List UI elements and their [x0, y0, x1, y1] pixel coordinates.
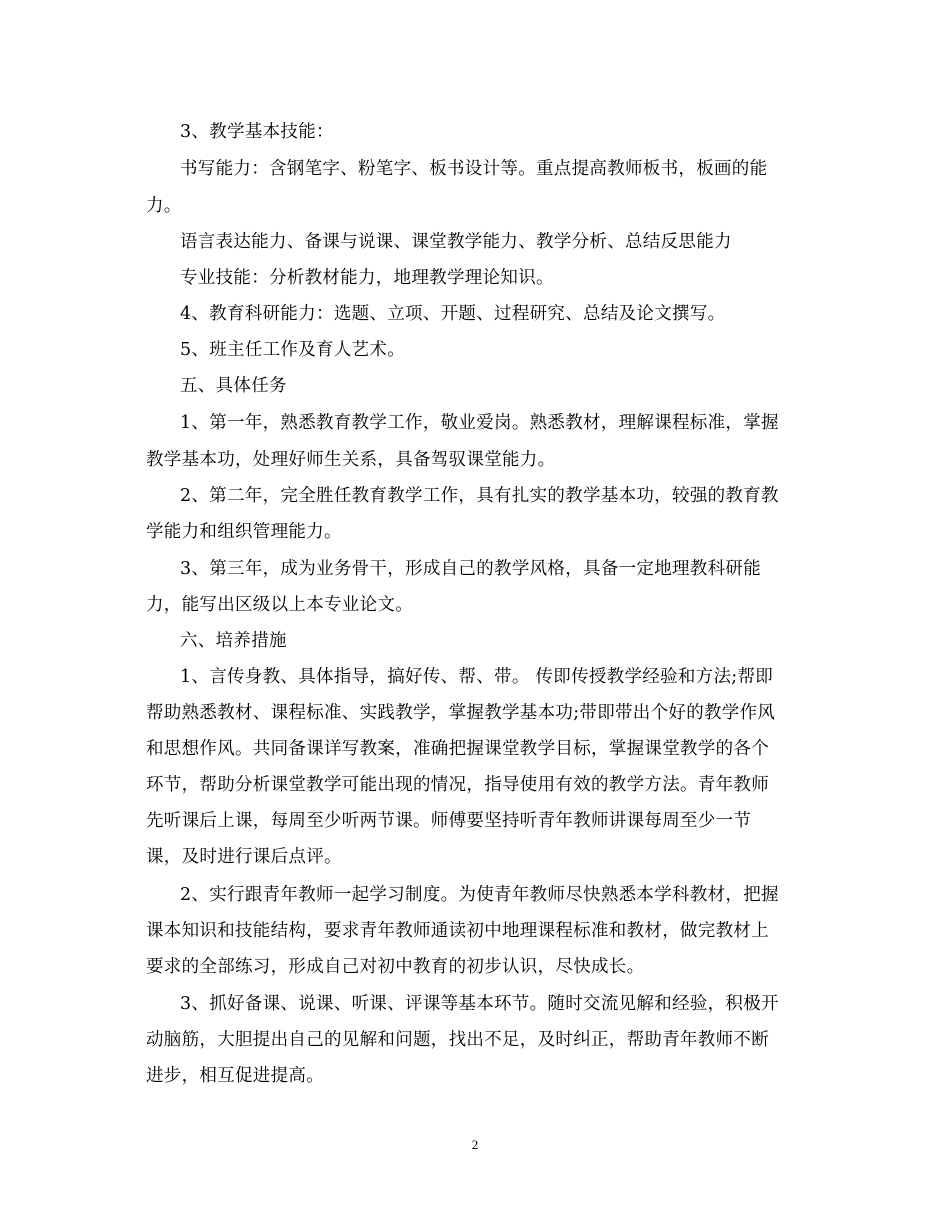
- text-line: 进步，相互促进提高。: [146, 1066, 324, 1086]
- text-line: 课本知识和技能结构，要求青年教师通读初中地理课程标准和教材，做完教材上: [146, 921, 769, 941]
- text-line: 2、第二年，完全胜任教育教学工作，具有扎实的教学基本功，较强的教育教: [180, 486, 779, 506]
- text-line: 3、教学基本技能：: [180, 122, 334, 142]
- text-line: 环节，帮助分析课堂教学可能出现的情况，指导使用有效的教学方法。青年教师: [146, 775, 769, 795]
- text-line: 学能力和组织管理能力。: [146, 522, 342, 542]
- page-number: 2: [471, 1137, 479, 1152]
- text-line: 专业技能：分析教材能力，地理教学理论知识。: [180, 268, 554, 288]
- text-line: 语言表达能力、备课与说课、课堂教学能力、教学分析、总结反思能力: [180, 232, 732, 252]
- text-line: 课，及时进行课后点评。: [146, 847, 342, 867]
- text-line: 要求的全部练习，形成自己对初中教育的初步认识，尽快成长。: [146, 957, 645, 977]
- text-line: 帮助熟悉教材、课程标准、实践教学，掌握教学基本功;带即带出个好的教学作风: [146, 703, 776, 723]
- text-line: 2、实行跟青年教师一起学习制度。为使青年教师尽快熟悉本学科教材，把握: [180, 885, 779, 905]
- text-line: 1、言传身教、具体指导，搞好传、帮、带。 传即传授教学经验和方法;帮即: [180, 667, 774, 687]
- text-line: 和思想作风。共同备课详写教案，准确把握课堂教学目标，掌握课堂教学的各个: [146, 739, 769, 759]
- text-line: 1、第一年，熟悉教育教学工作，敬业爱岗。熟悉教材，理解课程标准，掌握: [180, 413, 779, 433]
- section-heading: 六、培养措施: [180, 631, 287, 651]
- text-line: 先听课后上课，每周至少听两节课。师傅要坚持听青年教师讲课每周至少一节: [146, 811, 752, 831]
- text-line: 动脑筋，大胆提出自己的见解和问题，找出不足，及时纠正，帮助青年教师不断: [146, 1030, 769, 1050]
- text-line: 书写能力：含钢笔字、粉笔字、板书设计等。重点提高教师板书，板画的能: [180, 159, 768, 179]
- text-line: 教学基本功，处理好师生关系，具备驾驭课堂能力。: [146, 450, 556, 470]
- text-line: 力。: [146, 196, 182, 216]
- text-line: 4、教育科研能力：选题、立项、开题、过程研究、总结及论文撰写。: [180, 304, 726, 324]
- text-line: 3、抓好备课、说课、听课、评课等基本环节。随时交流见解和经验，积极开: [180, 994, 779, 1014]
- text-line: 5、班主任工作及育人艺术。: [180, 340, 406, 360]
- text-line: 力，能写出区级以上本专业论文。: [146, 595, 413, 615]
- section-heading: 五、具体任务: [180, 376, 287, 396]
- text-line: 3、第三年，成为业务骨干，形成自己的教学风格，具备一定地理教科研能: [180, 559, 762, 579]
